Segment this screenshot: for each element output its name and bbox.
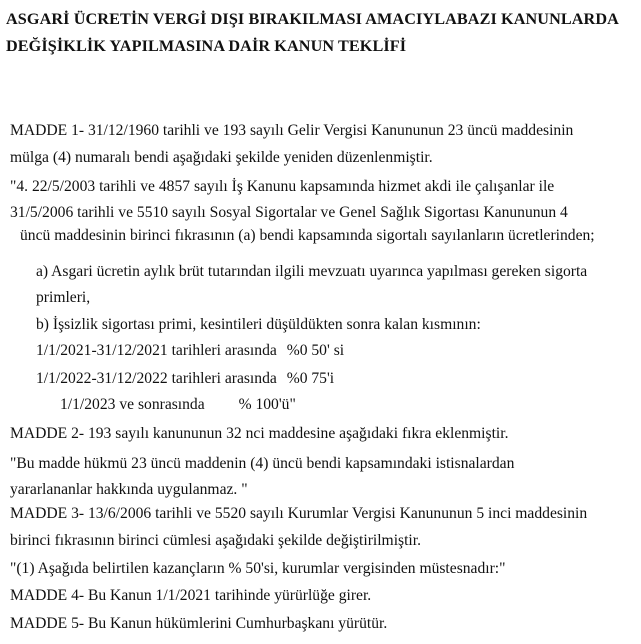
rate-2-value: %0 75'i xyxy=(286,370,335,387)
madde-3-line-3: "(1) Aşağıda belirtilen kazançların % 50'si, kurumlar vergisinden müstesnadır:" xyxy=(10,560,506,577)
rate-3-value: % 100'ü" xyxy=(238,396,296,413)
rate-1-label: 1/1/2021-31/12/2021 tarihleri arasında xyxy=(36,342,277,359)
item-a-line-1: a) Asgari ücretin aylık brüt tutarından ilgili mevzuatı uyarınca yapılması gereken sigorta xyxy=(36,263,588,280)
madde-1-line-3: "4. 22/5/2003 tarihli ve 4857 sayılı İş Kanunu kapsamında hizmet akdi ile çalışanlar ile xyxy=(10,178,555,195)
madde-1-line-2: mülga (4) numaralı bendi aşağıdaki şekilde yeniden düzenlenmiştir. xyxy=(10,149,433,166)
title-line-2: DEĞİŞİKLİK YAPILMASINA DAİR KANUN TEKLİFİ xyxy=(6,37,407,55)
madde-5: MADDE 5- Bu Kanun hükümlerini Cumhurbaşkanı yürütür. xyxy=(10,615,388,632)
madde-1-line-4: 31/5/2006 tarihli ve 5510 sayılı Sosyal Sigortalar ve Genel Sağlık Sigortası Kanununun 4 xyxy=(10,204,568,221)
madde-2-line-3: yararlananlar hakkında uygulanmaz. " xyxy=(10,481,248,498)
madde-3-line-2: birinci fıkrasının birinci cümlesi aşağıdaki şekilde değiştirilmiştir. xyxy=(10,532,421,549)
rate-2-label: 1/1/2022-31/12/2022 tarihleri arasında xyxy=(36,370,277,387)
madde-2-line-1: MADDE 2- 193 sayılı kanununun 32 nci maddesine aşağıdaki fıkra eklenmiştir. xyxy=(10,425,509,442)
madde-2-line-2: "Bu madde hükmü 23 üncü maddenin (4) üncü bendi kapsamındaki istisnalardan xyxy=(10,455,515,472)
madde-1-line-1: MADDE 1- 31/12/1960 tarihli ve 193 sayılı Gelir Vergisi Kanununun 23 üncü maddesinin xyxy=(10,122,574,139)
rate-row-2 xyxy=(36,369,334,389)
title-line-1: ASGARİ ÜCRETİN VERGİ DIŞI BIRAKILMASI AMACIYLABAZI KANUNLARDA xyxy=(6,10,619,28)
document-title xyxy=(6,6,636,60)
item-b: b) İşsizlik sigortası primi, kesintileri düşüldükten sonra kalan kısmının: xyxy=(36,316,481,333)
rate-row-3 xyxy=(60,395,296,415)
madde-1-line-5: üncü maddesinin birinci fıkrasının (a) bendi kapsamında sigortalı sayılanların ücretlerinden; xyxy=(20,227,595,244)
rate-3-label: 1/1/2023 ve sonrasında xyxy=(60,396,205,413)
rate-1-value: %0 50' si xyxy=(286,342,345,359)
item-a-line-2: primleri, xyxy=(36,289,91,306)
madde-4: MADDE 4- Bu Kanun 1/1/2021 tarihinde yürürlüğe girer. xyxy=(10,587,372,604)
rate-row-1 xyxy=(36,341,344,361)
madde-3-line-1: MADDE 3- 13/6/2006 tarihli ve 5520 sayılı Kurumlar Vergisi Kanununun 5 inci maddesinin xyxy=(10,505,588,522)
